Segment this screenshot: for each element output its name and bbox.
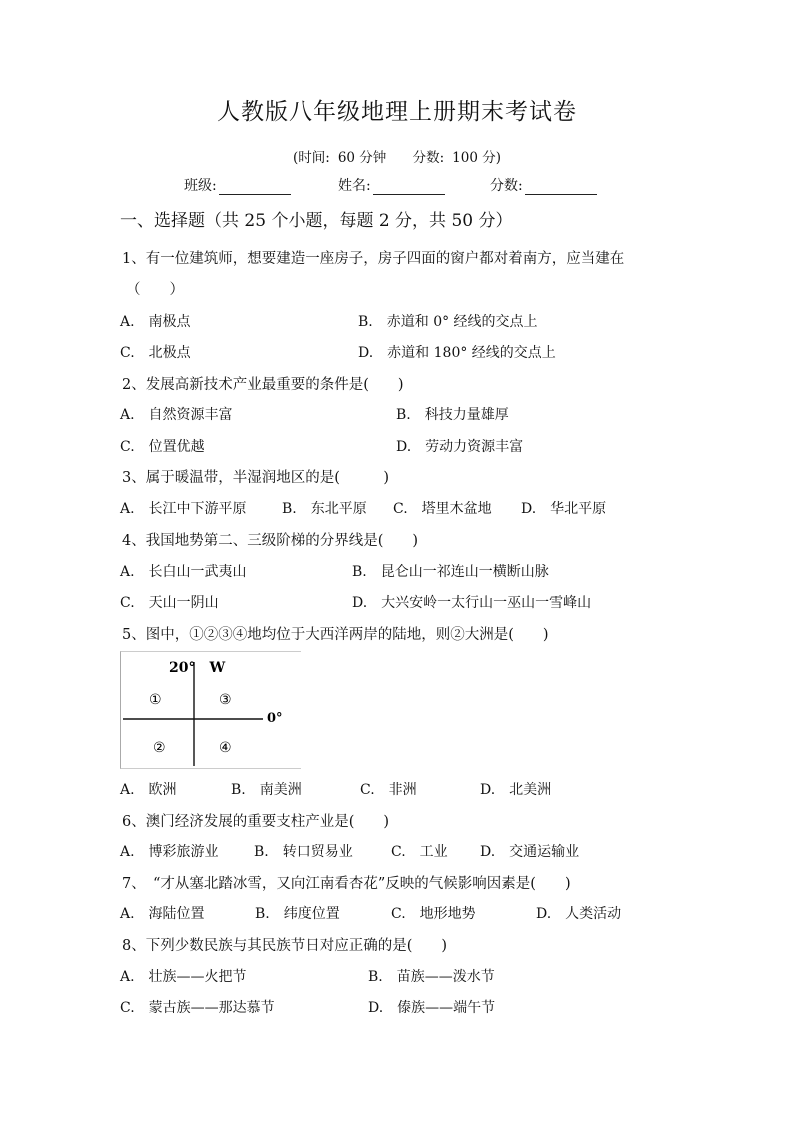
section-heading: 一、选择题（共 25 个小题，每题 2 分，共 50 分） <box>120 211 513 231</box>
quadrant-map-figure <box>120 651 301 769</box>
question-5-option-d[interactable]: D. 北美洲 <box>480 782 552 798</box>
map-meridian-label: 20° W <box>169 660 226 676</box>
question-3-option-b[interactable]: B. 东北平原 <box>282 501 367 517</box>
question-7-option-d[interactable]: D. 人类活动 <box>536 906 622 922</box>
name-blank[interactable] <box>373 178 445 195</box>
exam-subtitle <box>0 146 794 166</box>
time-label: (时间: <box>293 150 330 166</box>
question-4-option-c[interactable]: C. 天山一阴山 <box>120 595 219 611</box>
question-1-option-c[interactable]: C. 北极点 <box>120 345 191 361</box>
question-2-stem: 2、发展高新技术产业最重要的条件是( ) <box>122 377 404 393</box>
name-field[interactable] <box>338 175 445 195</box>
question-3-option-c[interactable]: C. 塔里木盆地 <box>393 501 492 517</box>
class-label: 班级: <box>184 178 217 194</box>
question-7-option-a[interactable]: A. 海陆位置 <box>120 906 205 922</box>
map-region-4: ④ <box>219 740 232 756</box>
score-label: 分数: <box>412 150 445 166</box>
question-8-option-c[interactable]: C. 蒙古族——那达慕节 <box>120 1000 275 1016</box>
class-blank[interactable] <box>219 178 291 195</box>
name-label: 姓名: <box>338 178 371 194</box>
grade-field[interactable] <box>490 175 597 195</box>
question-1-option-a[interactable]: A. 南极点 <box>120 314 191 330</box>
question-1-option-d[interactable]: D. 赤道和 180° 经线的交点上 <box>358 345 556 361</box>
question-3-option-d[interactable]: D. 华北平原 <box>521 501 607 517</box>
quadrant-map-svg <box>121 652 301 768</box>
question-8-option-b[interactable]: B. 苗族——泼水节 <box>368 969 495 985</box>
time-value: 60 分钟 <box>337 150 387 166</box>
question-2-option-d[interactable]: D. 劳动力资源丰富 <box>396 439 524 455</box>
question-3-option-a[interactable]: A. 长江中下游平原 <box>120 501 247 517</box>
map-region-1: ① <box>149 692 162 708</box>
question-6-option-a[interactable]: A. 博彩旅游业 <box>120 844 219 860</box>
question-5-option-c[interactable]: C. 非洲 <box>360 782 417 798</box>
page-title: 人教版八年级地理上册期末考试卷 <box>217 99 577 125</box>
question-5-option-a[interactable]: A. 欧洲 <box>120 782 177 798</box>
grade-blank[interactable] <box>525 178 597 195</box>
question-1-stem-cont: （ ） <box>126 282 184 298</box>
question-3-stem: 3、属于暖温带，半湿润地区的是( ) <box>122 470 390 486</box>
question-6-option-b[interactable]: B. 转口贸易业 <box>254 844 353 860</box>
question-2-option-c[interactable]: C. 位置优越 <box>120 439 205 455</box>
question-4-stem: 4、我国地势第二、三级阶梯的分界线是( ) <box>122 533 419 549</box>
score-value: 100 分) <box>452 150 501 166</box>
question-7-option-b[interactable]: B. 纬度位置 <box>255 906 340 922</box>
grade-label: 分数: <box>490 178 523 194</box>
question-1-option-b[interactable]: B. 赤道和 0° 经线的交点上 <box>358 314 538 330</box>
question-6-stem: 6、澳门经济发展的重要支柱产业是( ) <box>122 814 390 830</box>
question-4-option-d[interactable]: D. 大兴安岭一太行山一巫山一雪峰山 <box>352 595 592 611</box>
question-5-option-b[interactable]: B. 南美洲 <box>231 782 302 798</box>
class-field[interactable] <box>184 175 291 195</box>
question-2-option-a[interactable]: A. 自然资源丰富 <box>120 407 233 423</box>
map-equator-label: 0° <box>267 711 283 726</box>
question-6-option-d[interactable]: D. 交通运输业 <box>480 844 580 860</box>
question-8-stem: 8、下列少数民族与其民族节日对应正确的是( ) <box>122 938 448 954</box>
question-5-stem: 5、图中，①②③④地均位于大西洋两岸的陆地，则②大洲是( ) <box>122 627 549 643</box>
question-4-option-b[interactable]: B. 昆仑山一祁连山一横断山脉 <box>352 564 549 580</box>
question-8-option-a[interactable]: A. 壮族——火把节 <box>120 969 247 985</box>
question-8-option-d[interactable]: D. 傣族——端午节 <box>368 1000 496 1016</box>
question-6-option-c[interactable]: C. 工业 <box>391 844 448 860</box>
question-4-option-a[interactable]: A. 长白山一武夷山 <box>120 564 247 580</box>
question-7-option-c[interactable]: C. 地形地势 <box>391 906 476 922</box>
map-region-3: ③ <box>219 692 232 708</box>
question-7-stem: 7、 “才从塞北踏冰雪，又向江南看杏花”反映的气候影响因素是( ) <box>122 876 571 892</box>
map-region-2: ② <box>153 740 166 756</box>
question-1-stem: 1、有一位建筑师，想要建造一座房子，房子四面的窗户都对着南方，应当建在 <box>122 251 625 267</box>
question-2-option-b[interactable]: B. 科技力量雄厚 <box>396 407 509 423</box>
